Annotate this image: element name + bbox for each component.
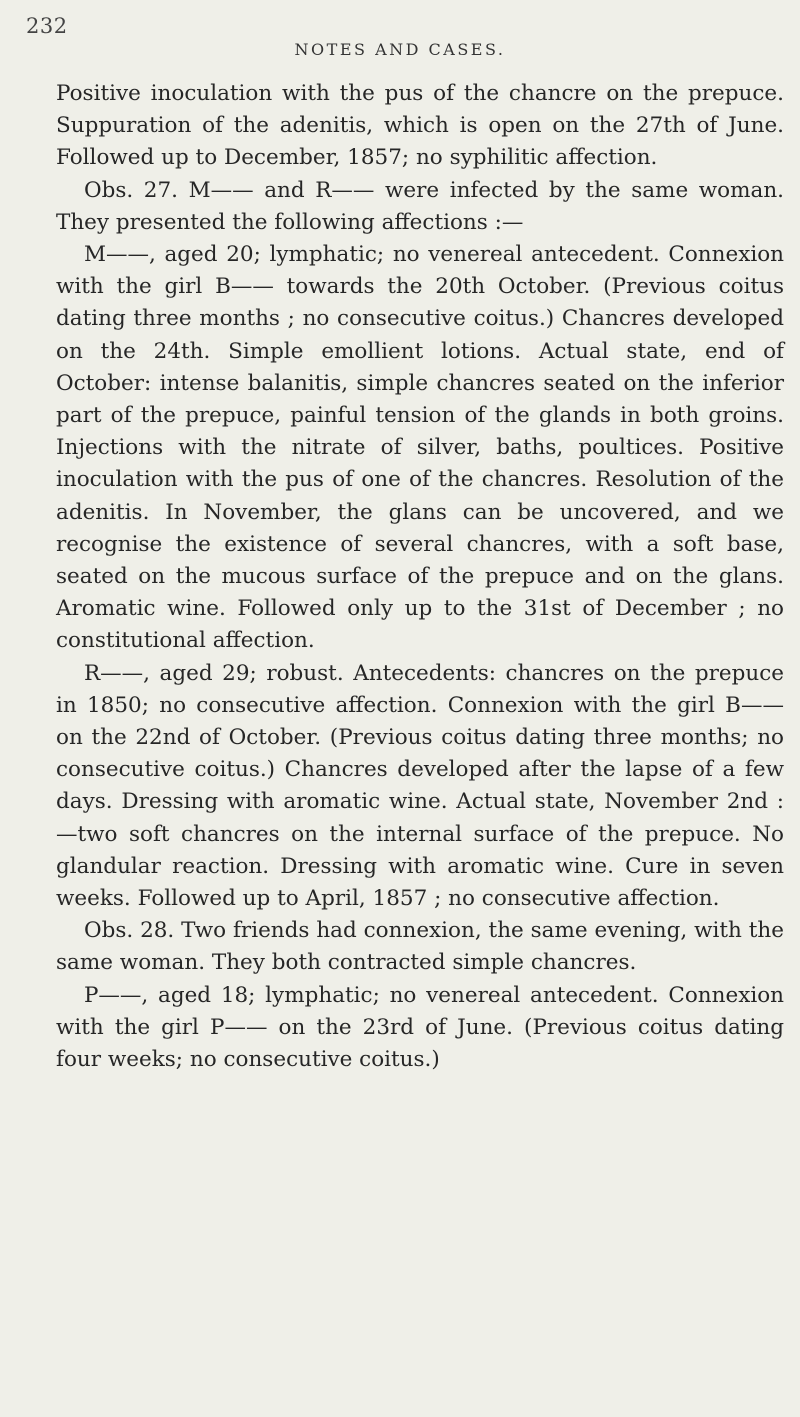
running-head: NOTES AND CASES. xyxy=(294,40,506,59)
paragraph-obs-27-intro: Obs. 27. M—— and R—— were infected by the same woman. They presented the following affections :— xyxy=(56,177,784,235)
paragraph-case-r: R——, aged 29; robust. Antecedents: chancres on the prepuce in 1850; no consecutive affection. Connexion with the girl B—— on the 22nd of October. (Previous coitus dating three months; no consecutive coitus.) Chancres developed after the lapse of a few days. Dressing with aromatic wine. Actual state, November 2nd :—two soft chancres on the internal surface of the prepuce. No glandular reaction. Dressing with aromatic wine. Cure in seven weeks. Followed up to April, 1857 ; no consecutive affection. xyxy=(56,660,784,912)
paragraph-obs-28-intro: Obs. 28. Two friends had connexion, the same evening, with the same woman. They both contracted simple chancres. xyxy=(56,918,784,976)
body-text xyxy=(56,78,784,1076)
page-number: 232 xyxy=(26,14,68,38)
paragraph-case-p: P——, aged 18; lymphatic; no venereal antecedent. Connexion with the girl P—— on the 23rd of June. (Previous coitus dating four weeks; no consecutive coitus.) xyxy=(56,982,784,1073)
paragraph-continuation: Positive inoculation with the pus of the chancre on the prepuce. Suppuration of the adenitis, which is open on the 27th of June. Followed up to December, 1857; no syphilitic affection. xyxy=(56,81,784,171)
paragraph-case-m: M——, aged 20; lymphatic; no venereal antecedent. Connexion with the girl B—— towards the 20th October. (Previous coitus dating three months ; no consecutive coitus.) Chancres developed on the 24th. Simple emollient lotions. Actual state, end of October: intense balanitis, simple chancres seated on the inferior part of the prepuce, painful tension of the glands in both groins. Injections with the nitrate of silver, baths, poultices. Positive inoculation with the pus of one of the chancres. Resolution of the adenitis. In November, the glans can be uncovered, and we recognise the existence of several chancres, with a soft base, seated on the mucous surface of the prepuce and on the glans. Aromatic wine. Followed only up to the 31st of December ; no constitutional affection. xyxy=(56,242,784,654)
